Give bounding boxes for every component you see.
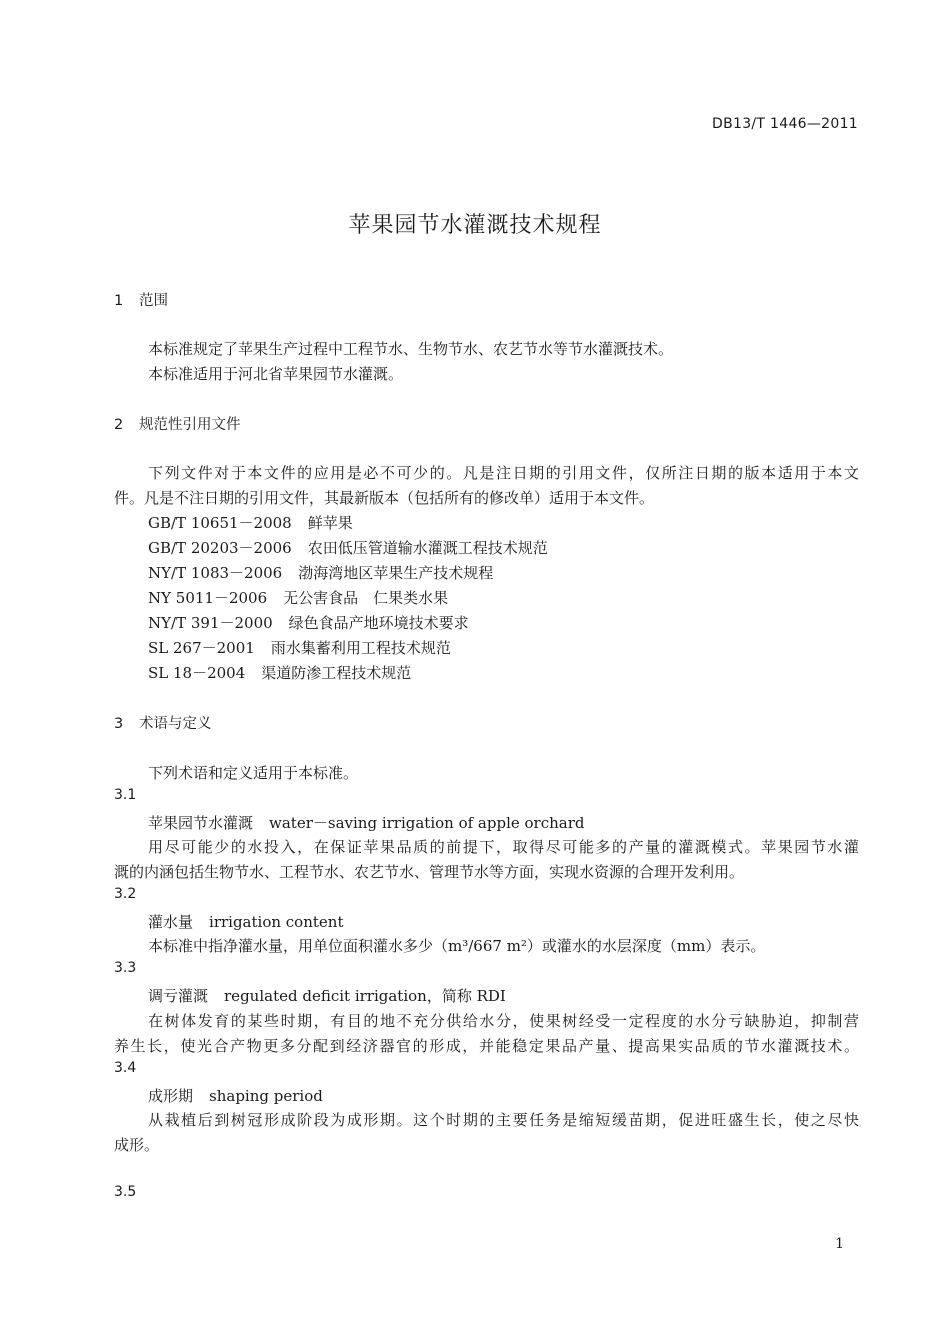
scope-paragraph-2: 本标准适用于河北省苹果园节水灌溉。 [148,365,404,383]
term-zh: 成形期 [148,1087,194,1105]
section-number: 2 [114,417,124,433]
term-en: water－saving irrigation of apple orchard [269,814,585,832]
terms-intro: 下列术语和定义适用于本标准。 [148,764,359,782]
term-en: irrigation content [209,913,344,931]
reference-item [148,612,469,633]
term-zh: 苹果园节水灌溉 [148,814,254,832]
section-title: 规范性引用文件 [139,417,241,433]
reference-item [148,662,411,683]
reference-code: SL 18－2004 [148,664,246,682]
section-3-heading [114,712,212,733]
references-intro-line-1: 下列文件对于本文件的应用是必不可少的。凡是注日期的引用文件，仅所注日期的版本适用于本文 [148,464,859,482]
section-2-heading [114,413,241,434]
term-en: regulated deficit irrigation，简称 RDI [224,987,506,1005]
section-title: 术语与定义 [139,716,212,732]
reference-name: 雨水集蓄利用工程技术规范 [270,639,451,657]
references-intro-line-2: 件。凡是不注日期的引用文件，其最新版本（包括所有的修改单）适用于本文件。 [114,489,655,507]
term-number: 3.1 [114,787,137,803]
term-definition-line-2: 成形。 [114,1136,160,1154]
term-en: shaping period [209,1087,323,1105]
document-title: 苹果园节水灌溉技术规程 [348,213,602,238]
term-heading [148,1085,323,1106]
term-definition-line-1: 从栽植后到树冠形成阶段为成形期。这个时期的主要任务是缩短缓苗期，促进旺盛生长，使之尽快 [148,1111,859,1129]
section-1-heading [114,289,168,310]
section-title: 范围 [139,293,168,309]
term-definition-line-2: 养生长，使光合产物更多分配到经济器官的形成，并能稳定果品产量、提高果实品质的节水灌溉技术。 [114,1037,859,1055]
reference-code: NY 5011－2006 [148,589,268,607]
reference-code: NY/T 391－2000 [148,614,273,632]
reference-name: 绿色食品产地环境技术要求 [288,614,469,632]
reference-item [148,587,448,608]
reference-code: GB/T 10651－2008 [148,514,292,532]
scope-paragraph-1: 本标准规定了苹果生产过程中工程节水、生物节水、农艺节水等节水灌溉技术。 [148,340,674,358]
term-definition-line-1: 本标准中指净灌水量，用单位面积灌水多少（m³/667 m²）或灌水的水层深度（mm）表示。 [148,937,766,955]
reference-item [148,512,353,533]
reference-item [148,637,451,658]
reference-code: GB/T 20203－2006 [148,539,292,557]
term-heading [148,985,506,1006]
reference-name: 渤海湾地区苹果生产技术规程 [298,564,494,582]
reference-item [148,537,548,558]
term-heading [148,911,343,932]
term-zh: 调亏灌溉 [148,987,209,1005]
reference-code: SL 267－2001 [148,639,255,657]
reference-name: 农田低压管道输水灌溉工程技术规范 [307,539,548,557]
page-number: 1 [835,1236,844,1252]
term-zh: 灌水量 [148,913,194,931]
term-definition-line-1: 在树体发育的某些时期，有目的地不充分供给水分，使果树经受一定程度的水分亏缺胁迫，抑制营 [148,1012,859,1030]
reference-name: 无公害食品 仁果类水果 [283,589,449,607]
term-number: 3.4 [114,1060,137,1076]
term-number: 3.2 [114,886,137,902]
term-definition-line-2: 溉的内涵包括生物节水、工程节水、农艺节水、管理节水等方面，实现水资源的合理开发利用。 [114,863,745,881]
reference-code: NY/T 1083－2006 [148,564,283,582]
term-number: 3.3 [114,960,137,976]
term-number: 3.5 [114,1184,137,1200]
reference-item [148,562,493,583]
reference-name: 鲜苹果 [307,514,353,532]
document-code: DB13/T 1446—2011 [712,116,858,132]
term-definition-line-1: 用尽可能少的水投入，在保证苹果品质的前提下，取得尽可能多的产量的灌溉模式。苹果园节水灌 [148,838,859,856]
section-number: 1 [114,293,124,309]
reference-name: 渠道防渗工程技术规范 [261,664,412,682]
term-heading [148,812,585,833]
section-number: 3 [114,716,124,732]
